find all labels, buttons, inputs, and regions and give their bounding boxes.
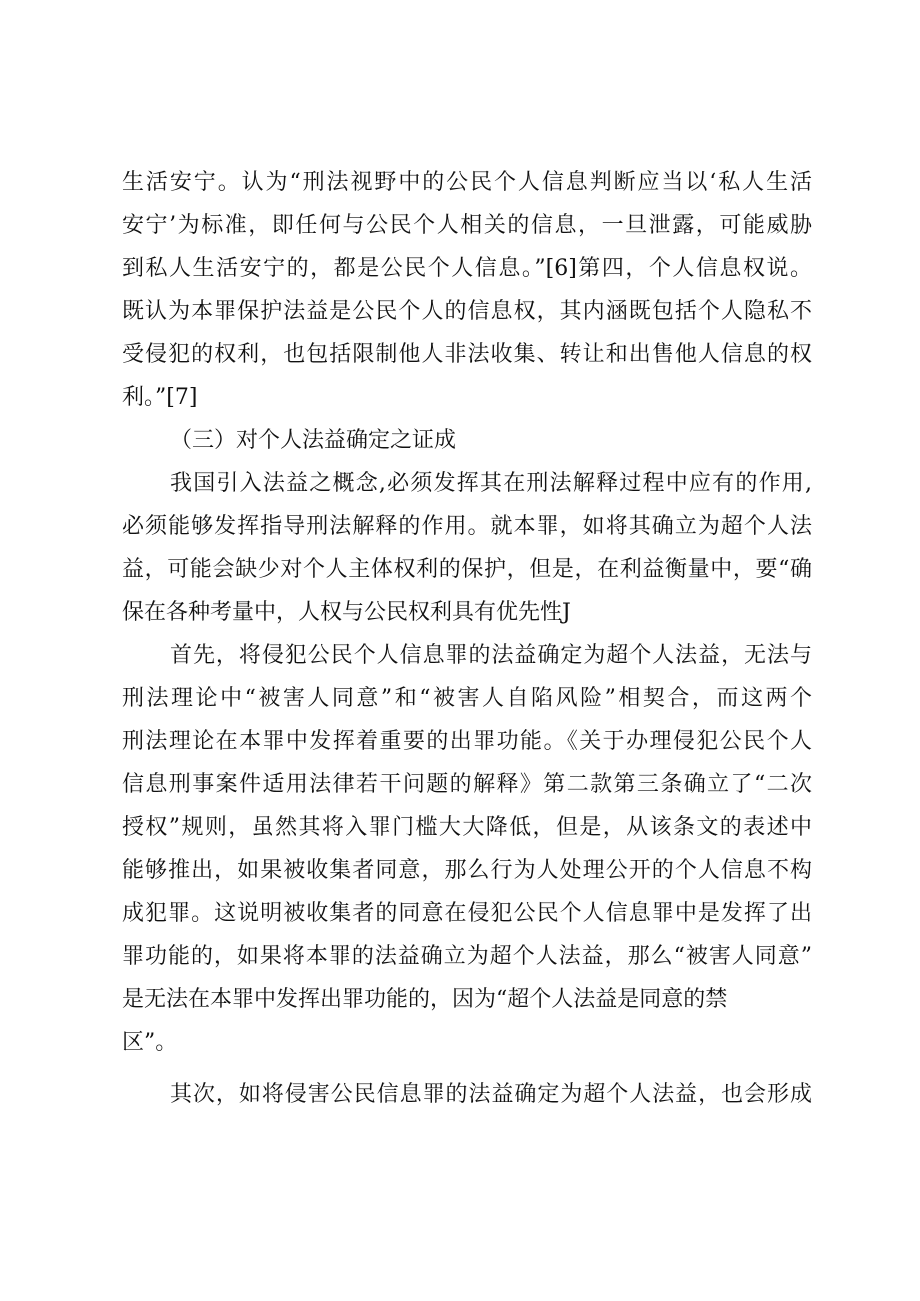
paragraph-line: 利。”[7] bbox=[122, 385, 198, 410]
paragraph-line: 授权”规则，虽然其将入罪门槛大大降低，但是，从该条文的表述中 bbox=[122, 815, 812, 840]
paragraph-line: 受侵犯的权利，也包括限制他人非法收集、转让和出售他人信息的权 bbox=[122, 342, 812, 367]
paragraph-line: 刑法理论在本罪中发挥着重要的出罪功能。《关于办理侵犯公民个人 bbox=[122, 729, 812, 754]
paragraph-line: 是无法在本罪中发挥出罪功能的，因为“超个人法益是同意的禁 bbox=[122, 987, 728, 1012]
paragraph-line: 安宁’为标准，即任何与公民个人相关的信息，一旦泄露，可能威胁 bbox=[122, 213, 812, 238]
paragraph-line: 必须能够发挥指导刑法解释的作用。就本罪，如将其确立为超个人法 bbox=[122, 514, 812, 539]
paragraph-line: 益，可能会缺少对个人主体权利的保护，但是，在利益衡量中，要“确 bbox=[122, 557, 812, 582]
paragraph-line: 区”。 bbox=[122, 1030, 178, 1055]
paragraph-line: 我国引入法益之概念,必须发挥其在刑法解释过程中应有的作用, bbox=[170, 471, 812, 496]
paragraph-line: 信息刑事案件适用法律若干问题的解释》第二款第三条确立了“二次 bbox=[122, 772, 812, 797]
section-heading: （三）对个人法益确定之证成 bbox=[170, 428, 457, 453]
paragraph-line: 生活安宁。认为“刑法视野中的公民个人信息判断应当以‘私人生活 bbox=[122, 170, 812, 195]
paragraph-line: 罪功能的，如果将本罪的法益确立为超个人法益，那么“被害人同意” bbox=[122, 944, 812, 969]
paragraph-line: 刑法理论中“被害人同意”和“被害人自陷风险”相契合，而这两个 bbox=[122, 686, 812, 711]
paragraph-line: 首先，将侵犯公民个人信息罪的法益确定为超个人法益，无法与 bbox=[170, 643, 812, 668]
paragraph-line: 成犯罪。这说明被收集者的同意在侵犯公民个人信息罪中是发挥了出 bbox=[122, 901, 812, 926]
paragraph-line: 既认为本罪保护法益是公民个人的信息权，其内涵既包括个人隐私不 bbox=[122, 299, 812, 324]
paragraph-line: 能够推出，如果被收集者同意，那么行为人处理公开的个人信息不构 bbox=[122, 858, 812, 883]
paragraph-line: 到私人生活安宁的，都是公民个人信息。”[6]第四，个人信息权说。 bbox=[122, 256, 812, 281]
paragraph-line: 其次，如将侵害公民信息罪的法益确定为超个人法益，也会形成 bbox=[170, 1082, 812, 1107]
paragraph-line: 保在各种考量中，人权与公民权利具有优先性J bbox=[122, 600, 571, 625]
